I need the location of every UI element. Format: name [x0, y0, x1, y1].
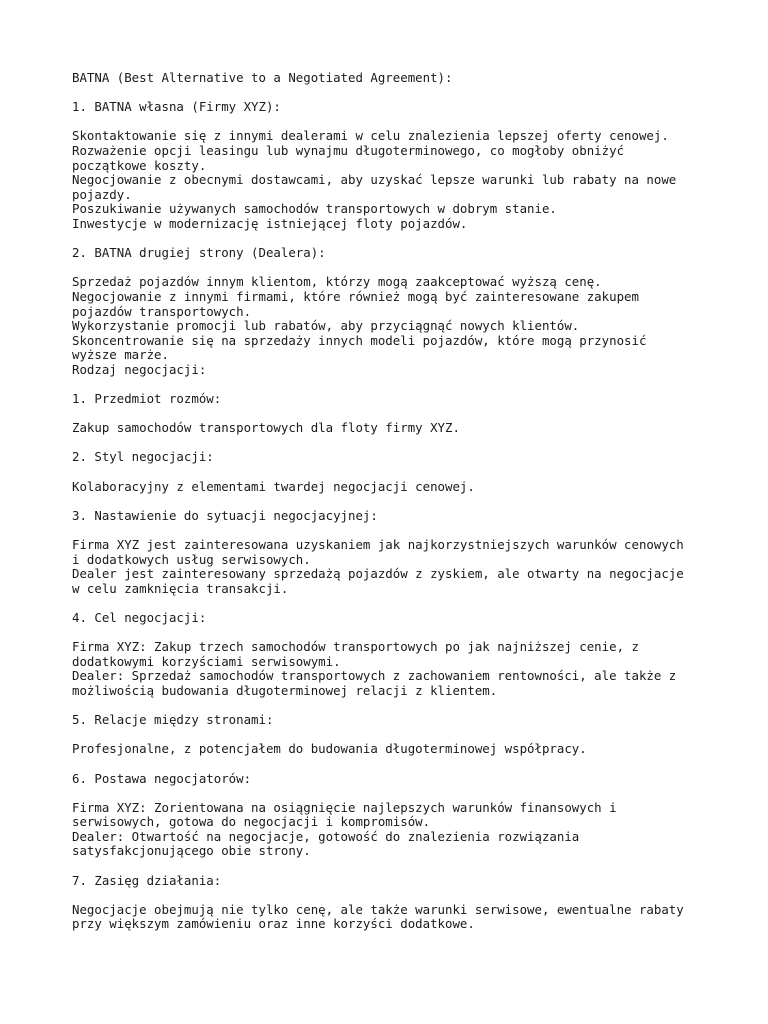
text-line: serwisowych, gotowa do negocjacji i kompromisów. [72, 814, 431, 830]
text-line: 5. Relacje między stronami: [72, 712, 274, 728]
text-line: Firma XYZ: Zorientowana na osiągnięcie najlepszych warunków finansowych i [72, 799, 617, 815]
text-line: 1. BATNA własna (Firmy XYZ): [72, 99, 281, 115]
text-line: BATNA (Best Alternative to a Negotiated Agreement): [72, 70, 453, 85]
text-line: Rozważenie opcji leasingu lub wynajmu długoterminowego, co mogłoby obniżyć [72, 142, 625, 158]
text-line [72, 728, 712, 743]
text-line: przy większym zamówieniu oraz inne korzyści dodatkowe. [72, 916, 475, 932]
text-line: 6. Postawa negocjatorów: [72, 770, 252, 786]
text-line [72, 407, 712, 422]
text-line: i dodatkowych usług serwisowych. [72, 551, 311, 567]
text-line: Firma XYZ jest zainteresowana uzyskaniem jak najkorzystniejszych warunków cenowych [72, 537, 684, 552]
text-line: Negocjowanie z obecnymi dostawcami, aby uzyskać lepsze warunki lub rabaty na nowe [72, 172, 677, 188]
text-line: 1. Przedmiot rozmów: [72, 391, 222, 407]
text-line: Rodzaj negocjacji: [72, 361, 207, 377]
text-line: Negocjacje obejmują nie tylko cenę, ale także warunki serwisowe, ewentualne rabaty [72, 901, 684, 917]
text-line: satysfakcjonującego obie strony. [72, 843, 311, 859]
text-line [72, 115, 712, 130]
text-line [72, 494, 712, 509]
document-body [72, 71, 712, 932]
text-line [72, 261, 712, 276]
text-line: 2. BATNA drugiej strony (Dealera): [72, 245, 326, 261]
text-line [72, 523, 712, 538]
text-line [72, 232, 712, 247]
text-line: Inwestycje w modernizację istniejącej floty pojazdów. [72, 215, 468, 231]
text-line: 7. Zasięg działania: [72, 872, 222, 888]
text-line: Firma XYZ: Zakup trzech samochodów transportowych po jak najniższej cenie, z [72, 639, 639, 655]
text-line [72, 465, 712, 480]
text-line: 2. Styl negocjacji: [72, 449, 214, 465]
text-line: pojazdy. [72, 186, 132, 202]
text-line: możliwością budowania długoterminowej relacji z klientem. [72, 682, 498, 698]
text-line: pojazdów transportowych. [72, 303, 252, 319]
text-line: Profesjonalne, z potencjałem do budowania długoterminowej współpracy. [72, 741, 587, 757]
text-line [72, 596, 712, 611]
text-line: Poszukiwanie używanych samochodów transportowych w dobrym stanie. [72, 201, 557, 217]
text-line [72, 786, 712, 801]
text-line: Kolaboracyjny z elementami twardej negocjacji cenowej. [72, 478, 475, 494]
text-line: Negocjowanie z innymi firmami, które również mogą być zainteresowane zakupem [72, 288, 639, 304]
text-line: początkowe koszty. [72, 157, 207, 173]
text-line [72, 888, 712, 903]
text-line: Sprzedaż pojazdów innym klientom, którzy mogą zaakceptować wyższą cenę. [72, 274, 602, 290]
text-line: Dealer jest zainteresowany sprzedażą pojazdów z zyskiem, ale otwarty na negocjacje [72, 566, 684, 582]
text-line [72, 377, 712, 392]
text-line: Dealer: Sprzedaż samochodów transportowych z zachowaniem rentowności, ale także z [72, 668, 677, 684]
text-line [72, 626, 712, 641]
text-line: 3. Nastawienie do sytuacji negocjacyjnej: [72, 507, 378, 523]
text-line [72, 436, 712, 451]
text-line [72, 757, 712, 772]
text-line [72, 859, 712, 874]
text-line [72, 86, 712, 101]
text-line: dodatkowymi korzyściami serwisowymi. [72, 653, 341, 669]
text-line: Dealer: Otwartość na negocjacje, gotowość do znalezienia rozwiązania [72, 828, 580, 844]
text-line: Wykorzystanie promocji lub rabatów, aby przyciągnąć nowych klientów. [72, 318, 580, 334]
text-line: Zakup samochodów transportowych dla floty firmy XYZ. [72, 420, 460, 436]
text-line: Skontaktowanie się z innymi dealerami w celu znalezienia lepszej oferty cenowej. [72, 128, 669, 144]
text-line: 4. Cel negocjacji: [72, 609, 207, 625]
text-line: Skoncentrowanie się na sprzedaży innych modeli pojazdów, które mogą przynosić [72, 332, 647, 348]
text-line [72, 699, 712, 714]
text-line: wyższe marże. [72, 347, 169, 363]
text-line: w celu zamknięcia transakcji. [72, 580, 289, 596]
